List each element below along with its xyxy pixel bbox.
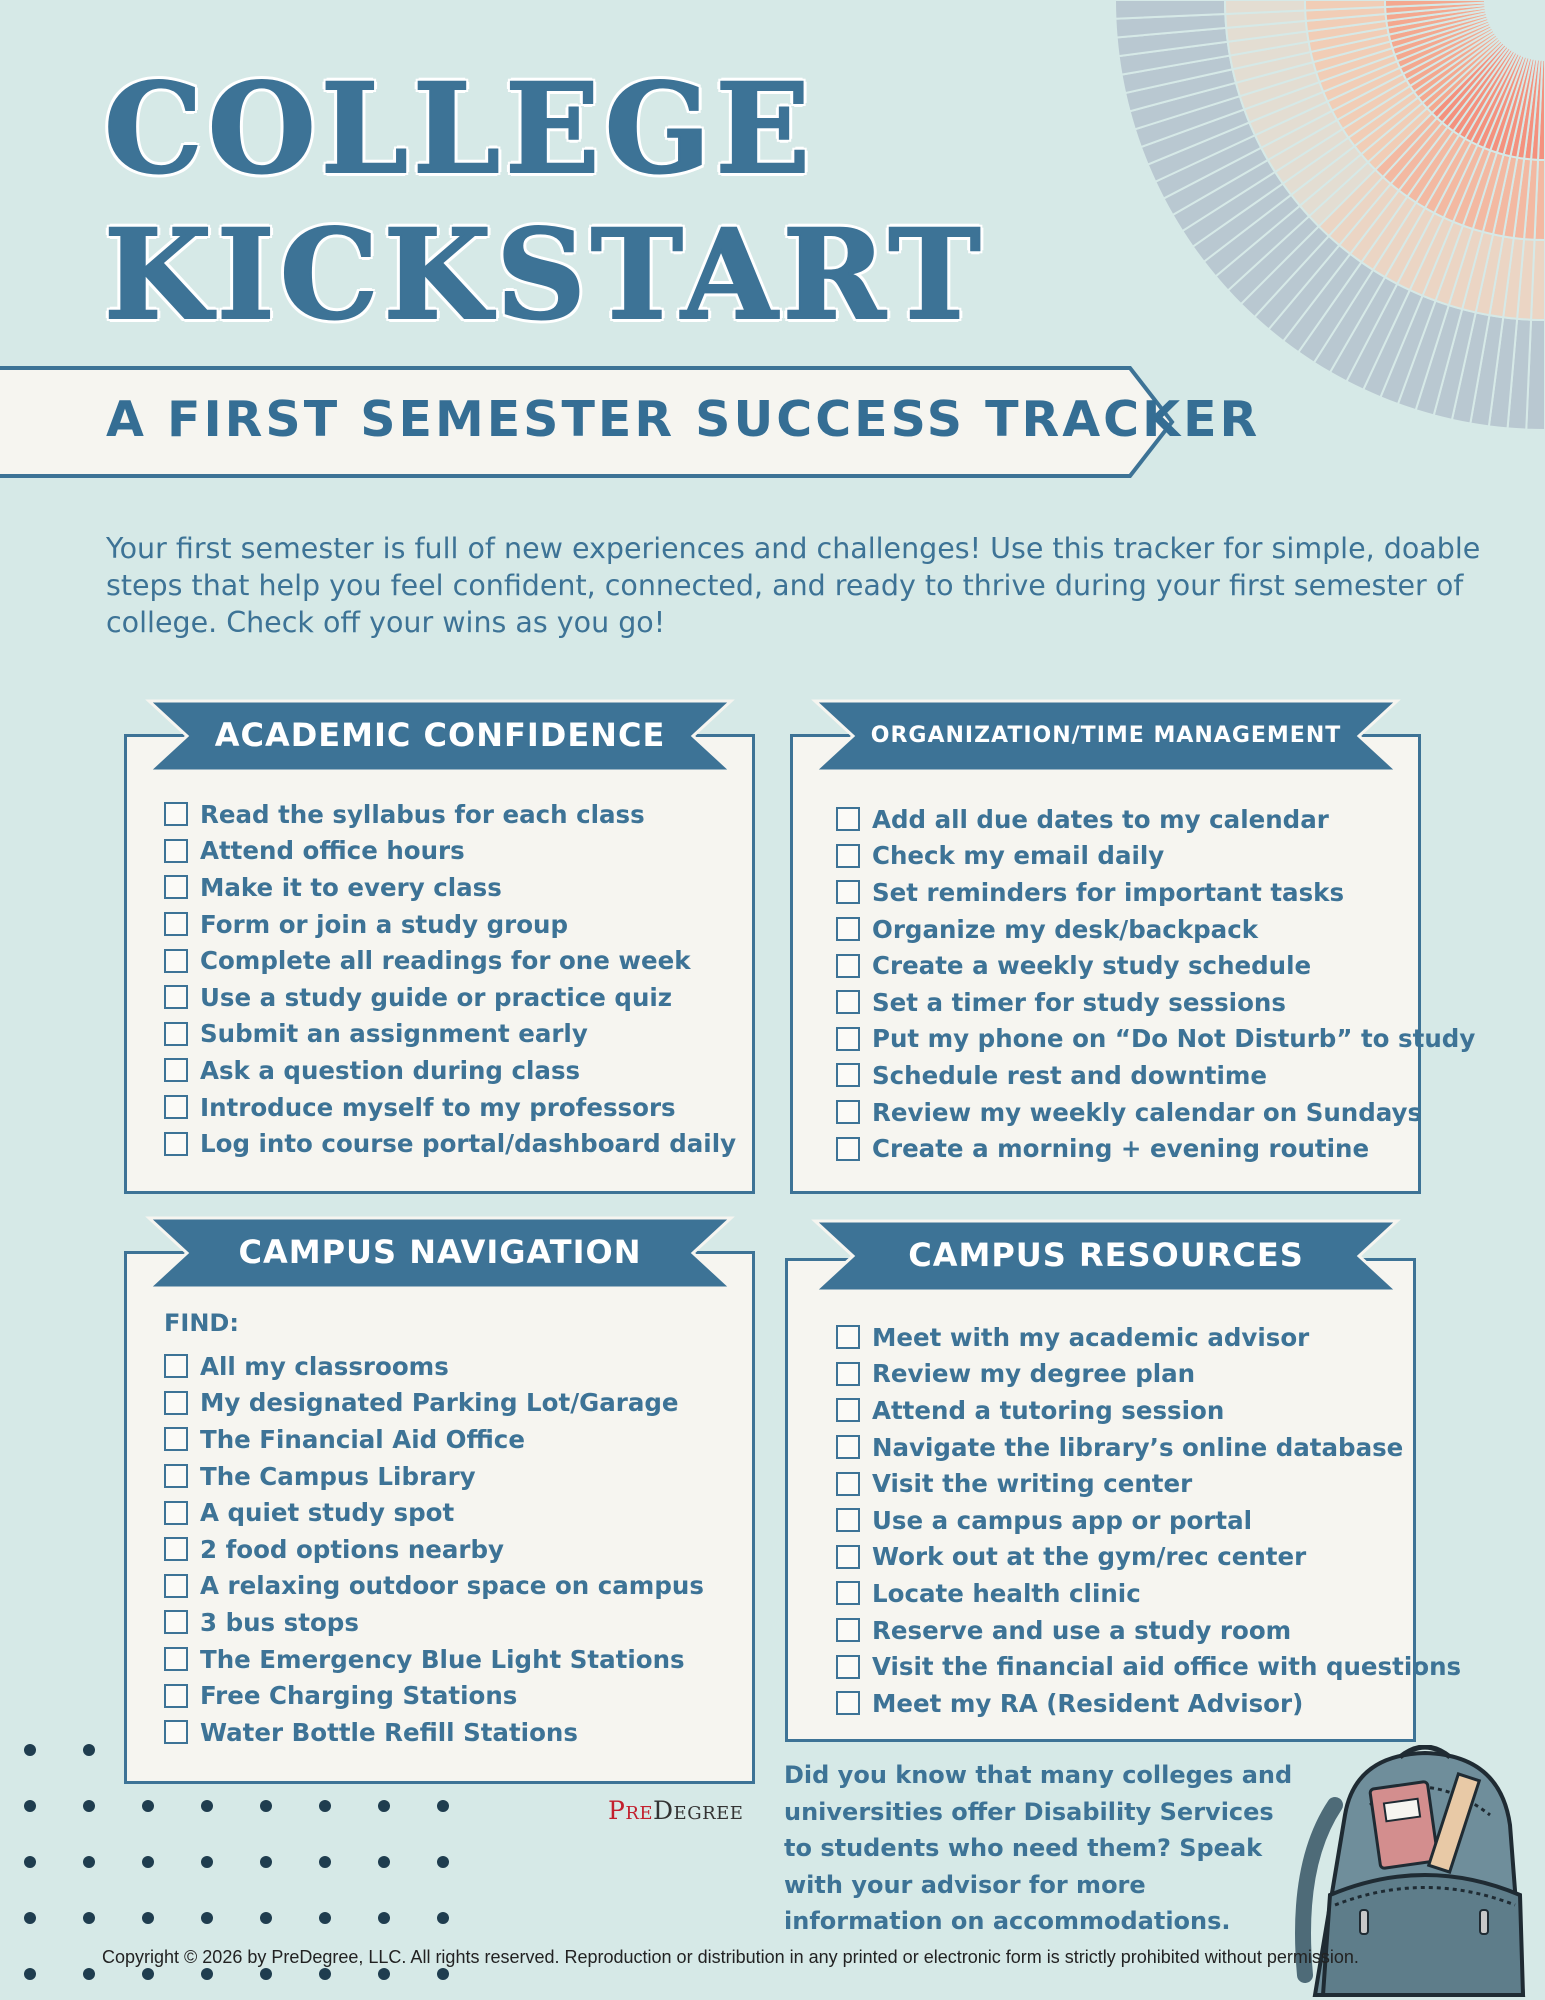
checkbox[interactable] [836,1137,860,1161]
decorative-dot [378,1800,390,1812]
checklist-item-label: Schedule rest and downtime [872,1060,1268,1090]
checklist-item-label: Form or join a study group [200,909,569,939]
decorative-dot [437,1800,449,1812]
decorative-dot [260,1968,272,1980]
checkbox[interactable] [164,1574,188,1598]
checkbox[interactable] [164,1684,188,1708]
checklist-item [836,984,1475,1021]
checklist-item-label: Review my weekly calendar on Sundays [872,1097,1423,1127]
checklist-item [164,979,736,1016]
checklist-item [164,1016,736,1053]
checkbox[interactable] [164,1537,188,1561]
checklist-item-label: Put my phone on “Do Not Disturb” to study [872,1024,1476,1054]
checklist-item [836,1021,1475,1058]
checklist-item [164,906,736,943]
checklist-item-label: 2 food options nearby [200,1534,505,1564]
decorative-dot [142,1968,154,1980]
checkbox[interactable] [836,954,860,978]
checkbox[interactable] [164,1501,188,1525]
checklist-item-label: Set a timer for study sessions [872,987,1286,1017]
checkbox[interactable] [836,1545,860,1569]
checklist-item-label: Add all due dates to my calendar [872,804,1329,834]
checkbox[interactable] [164,1095,188,1119]
decorative-dot [437,1968,449,1980]
checklist-item [836,1465,1461,1502]
decorative-dot [142,1912,154,1924]
checklist-item [836,1392,1461,1429]
checklist-item [164,796,736,833]
checklist-item [836,1502,1461,1539]
decorative-dot [437,1912,449,1924]
decorative-dot [24,1968,36,1980]
decorative-dot [83,1912,95,1924]
decorative-dot [83,1744,95,1756]
checkbox[interactable] [164,1610,188,1634]
checklist-item [836,1356,1461,1393]
checklist-item [164,833,736,870]
checklist-item-label: Check my email daily [872,841,1165,871]
checklist-item-label: Use a campus app or portal [872,1505,1253,1535]
checkbox[interactable] [164,1354,188,1378]
checklist-item-label: Create a morning + evening routine [872,1134,1370,1164]
checklist-item [164,1348,704,1385]
decorative-dot [437,1856,449,1868]
checklist-item-label: Create a weekly study schedule [872,951,1312,981]
checkbox[interactable] [836,917,860,941]
decorative-dot [378,1968,390,1980]
decorative-dot [83,1800,95,1812]
checklist-item [836,1539,1461,1576]
checkbox[interactable] [164,1132,188,1156]
checklist-item-label: Reserve and use a study room [872,1615,1292,1645]
checklist-item [164,942,736,979]
checklist-item [164,1604,704,1641]
checkbox[interactable] [836,990,860,1014]
academic-confidence-list [164,796,736,1162]
did-you-know-note: Did you know that many colleges and universities offer Disability Services to students who need them? Speak with your advisor for more information on accommodations. [784,1761,1293,1935]
checkbox[interactable] [836,1398,860,1422]
checklist-item-label: Visit the writing center [872,1469,1193,1499]
checkbox[interactable] [164,912,188,936]
checklist-item-label: Organize my desk/backpack [872,914,1259,944]
checkbox[interactable] [836,807,860,831]
checklist-item-label: The Emergency Blue Light Stations [200,1644,685,1674]
checklist-item-label: Work out at the gym/rec center [872,1542,1307,1572]
title-kickstart: KICKSTART [104,203,986,348]
decorative-dot [319,1968,331,1980]
checklist-item [836,1319,1461,1356]
decorative-dot [201,1856,213,1868]
decorative-dot [319,1912,331,1924]
checkbox[interactable] [164,1022,188,1046]
checklist-item [164,1641,704,1678]
checkbox[interactable] [836,1435,860,1459]
checklist-item [836,1429,1461,1466]
decorative-dot [201,1968,213,1980]
checklist-item [164,1052,736,1089]
checkbox[interactable] [164,1464,188,1488]
decorative-dot [201,1912,213,1924]
academic-confidence-title: ACADEMIC CONFIDENCE [214,716,666,754]
checklist-item [836,947,1475,984]
checklist-item-label: Meet my RA (Resident Advisor) [872,1688,1304,1718]
checkbox[interactable] [836,844,860,868]
organization-title: ORGANIZATION/TIME MANAGEMENT [870,723,1342,748]
sunburst-segment [1225,0,1305,14]
checklist-item [836,801,1475,838]
checklist-item [164,1494,704,1531]
decorative-dot [378,1856,390,1868]
checklist-item [164,1458,704,1495]
decorative-dot [83,1856,95,1868]
checklist-item [836,911,1475,948]
checkbox[interactable] [164,1647,188,1671]
checklist-item-label: Water Bottle Refill Stations [200,1717,578,1747]
checkbox[interactable] [836,1472,860,1496]
campus-navigation-title: CAMPUS NAVIGATION [238,1233,642,1271]
checkbox[interactable] [164,985,188,1009]
find-label: FIND: [164,1309,239,1337]
checkbox[interactable] [836,1581,860,1605]
checkbox[interactable] [164,802,188,826]
checkbox[interactable] [164,839,188,863]
copyright-notice: Copyright © 2026 by PreDegree, LLC. All rights reserved. Reproduction or distribution in any printed or electronic form is strictly prohibited without permission. [102,1947,1359,1967]
checkbox[interactable] [164,1391,188,1415]
checkbox[interactable] [836,1100,860,1124]
decorative-dot [260,1800,272,1812]
checklist-item-label: The Campus Library [200,1461,476,1491]
checklist-item-label: Navigate the library’s online database [872,1432,1404,1462]
intro-paragraph: Your first semester is full of new experiences and challenges! Use this tracker for simple, doable steps that help you feel confident, connected, and ready to thrive during your first semester of college. Check off your wins as you go! [106,532,1481,639]
decorative-dot [24,1912,36,1924]
checkbox[interactable] [836,1027,860,1051]
title-college: COLLEGE [104,57,816,202]
checklist-item-label: Log into course portal/dashboard daily [200,1129,737,1159]
checklist-item [836,1612,1461,1649]
checkbox[interactable] [836,1618,860,1642]
checklist-item [164,869,736,906]
decorative-dot [142,1856,154,1868]
checklist-item-label: Review my degree plan [872,1359,1196,1389]
checkbox[interactable] [164,875,188,899]
checklist-item-label: Meet with my academic advisor [872,1322,1310,1352]
decorative-dot [260,1856,272,1868]
checklist-item [836,874,1475,911]
decorative-dot [378,1912,390,1924]
campus-navigation-list [164,1348,704,1751]
checklist-item [164,1531,704,1568]
decorative-dot [260,1912,272,1924]
checklist-item [836,1648,1461,1685]
decorative-dot [142,1800,154,1812]
checklist-item-label: Submit an assignment early [200,1019,588,1049]
checklist-item-label: A relaxing outdoor space on campus [200,1571,704,1601]
checkbox[interactable] [164,949,188,973]
checkbox[interactable] [836,880,860,904]
decorative-dot [24,1800,36,1812]
checklist-item [164,1421,704,1458]
decorative-dot [201,1800,213,1812]
checklist-item-label: Set reminders for important tasks [872,877,1345,907]
checklist-item-label: Ask a question during class [200,1055,581,1085]
checklist-item [836,1057,1475,1094]
checklist-item [836,1685,1461,1722]
checklist-item [164,1568,704,1605]
predegree-logo: PreDegree [608,1796,744,1825]
checkbox[interactable] [836,1063,860,1087]
checklist-item-label: 3 bus stops [200,1607,359,1637]
checklist-item-label: A quiet study spot [200,1498,455,1528]
campus-resources-list [836,1319,1461,1722]
checkbox[interactable] [836,1691,860,1715]
checkbox[interactable] [836,1362,860,1386]
checklist-item-label: Use a study guide or practice quiz [200,982,673,1012]
checklist-item [164,1089,736,1126]
campus-resources-title: CAMPUS RESOURCES [908,1236,1304,1274]
checklist-item-label: My designated Parking Lot/Garage [200,1388,679,1418]
checklist-item-label: Complete all readings for one week [200,946,691,976]
checklist-item-label: Read the syllabus for each class [200,799,645,829]
checklist-item-label: Make it to every class [200,872,502,902]
checkbox[interactable] [164,1058,188,1082]
checklist-item-label: Attend a tutoring session [872,1395,1225,1425]
checklist-item [836,838,1475,875]
checklist-item-label: All my classrooms [200,1351,449,1381]
checklist-item-label: The Financial Aid Office [200,1424,525,1454]
checklist-item [164,1125,736,1162]
decorative-dot [83,1968,95,1980]
checklist-item [836,1130,1475,1167]
checklist-item-label: Attend office hours [200,836,465,866]
checklist-item-label: Visit the financial aid office with questions [872,1652,1462,1682]
checklist-item-label: Free Charging Stations [200,1681,518,1711]
decorative-dot [319,1856,331,1868]
subtitle: A FIRST SEMESTER SUCCESS TRACKER [106,391,1261,448]
checklist-item-label: Introduce myself to my professors [200,1092,676,1122]
decorative-dot [24,1856,36,1868]
checklist-item [164,1385,704,1422]
decorative-dot [319,1800,331,1812]
checklist-item [164,1677,704,1714]
checkbox[interactable] [836,1508,860,1532]
checklist-item [836,1094,1475,1131]
checkbox[interactable] [836,1655,860,1679]
checkbox[interactable] [836,1325,860,1349]
checklist-item-label: Locate health clinic [872,1578,1141,1608]
organization-list [836,801,1475,1167]
decorative-dot [24,1744,36,1756]
checkbox[interactable] [164,1427,188,1451]
checklist-item [836,1575,1461,1612]
